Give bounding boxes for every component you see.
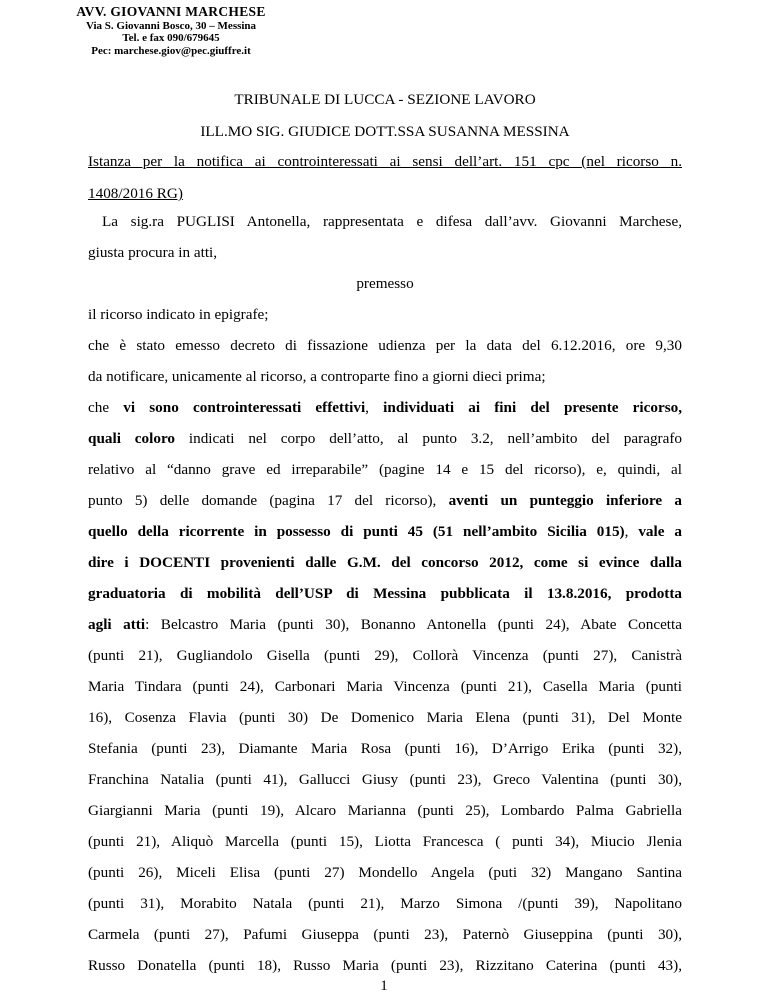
text-span: che bbox=[88, 399, 124, 416]
lawyer-address: Via S. Giovanni Bosco, 30 – Messina bbox=[85, 19, 257, 32]
text-span: punto 5) delle domande (pagina 17 del ricorso), bbox=[88, 492, 449, 509]
body-line-10: graduatoria di mobilità dell’USP di Messina pubblicata il 13.8.2016, prodotta bbox=[88, 585, 682, 602]
bold-span: agli atti bbox=[88, 616, 146, 633]
body-line-11 bbox=[88, 615, 682, 635]
body-line-1: il ricorso indicato in epigrafe; bbox=[88, 306, 269, 323]
body-line-21: Carmela (punti 27), Pafumi Giuseppa (punti 23), Paternò Giuseppina (punti 30), bbox=[88, 926, 682, 943]
body-line-12: (punti 21), Gugliandolo Gisella (punti 29), Collorà Vincenza (punti 27), Canistrà bbox=[88, 647, 682, 664]
body-line-5 bbox=[88, 429, 682, 449]
page-number: 1 bbox=[380, 978, 388, 994]
body-line-13: Maria Tindara (punti 24), Carbonari Maria Vincenza (punti 21), Casella Maria (punti bbox=[88, 678, 682, 695]
body-line-4 bbox=[88, 398, 682, 418]
body-line-20: (punti 31), Morabito Natala (punti 21), Marzo Simona /(punti 39), Napolitano bbox=[88, 895, 682, 912]
body-line-16: Franchina Natalia (punti 41), Gallucci Giusy (punti 23), Greco Valentina (punti 30), bbox=[88, 771, 682, 788]
body-line-22: Russo Donatella (punti 18), Russo Maria (punti 23), Rizzitano Caterina (punti 43), bbox=[88, 957, 682, 974]
bold-span: vi sono controinteressati effettivi bbox=[123, 399, 366, 416]
text-span: : Belcastro Maria (punti 30), Bonanno Antonella (punti 24), Abate Concetta bbox=[145, 616, 682, 633]
premesso-heading: premesso bbox=[356, 275, 414, 292]
bold-span: quali coloro bbox=[88, 430, 176, 447]
subject-line-1: Istanza per la notifica ai controinteressati ai sensi dell’art. 151 cpc (nel ricorso n. bbox=[88, 153, 682, 170]
intro-line-2: giusta procura in atti, bbox=[88, 244, 218, 261]
bold-span: quello della ricorrente in possesso di punti 45 (51 nell’ambito Sicilia 015) bbox=[88, 523, 625, 540]
lawyer-pec: Pec: marchese.giov@pec.giuffre.it bbox=[91, 44, 251, 57]
body-line-2: che è stato emesso decreto di fissazione udienza per la data del 6.12.2016, ore 9,30 bbox=[88, 337, 682, 354]
body-line-19: (punti 26), Miceli Elisa (punti 27) Mondello Angela (puti 32) Mangano Santina bbox=[88, 864, 682, 881]
body-line-8 bbox=[88, 522, 682, 542]
body-line-15: Stefania (punti 23), Diamante Maria Rosa (punti 16), D’Arrigo Erika (punti 32), bbox=[88, 740, 682, 757]
bold-span: vale a bbox=[638, 523, 682, 540]
body-line-7 bbox=[88, 491, 682, 511]
text-span: , bbox=[365, 399, 384, 416]
bold-span: aventi un punteggio inferiore a bbox=[448, 492, 682, 509]
bold-span: individuati ai fini del presente ricorso, bbox=[383, 399, 683, 416]
court-heading: TRIBUNALE DI LUCCA - SEZIONE LAVORO bbox=[234, 91, 536, 108]
intro-line-1: La sig.ra PUGLISI Antonella, rappresentata e difesa dall’avv. Giovanni Marchese, bbox=[102, 213, 682, 230]
text-span: indicati nel corpo dell’atto, al punto 3.2, nell’ambito del paragrafo bbox=[175, 430, 682, 447]
subject-line-2: 1408/2016 RG) bbox=[88, 185, 183, 202]
body-line-18: (punti 21), Aliquò Marcella (punti 15), Liotta Francesca ( punti 34), Miucio Jlenia bbox=[88, 833, 682, 850]
body-line-3: da notificare, unicamente al ricorso, a controparte fino a giorni dieci prima; bbox=[88, 368, 546, 385]
body-line-17: Giargianni Maria (punti 19), Alcaro Marianna (punti 25), Lombardo Palma Gabriella bbox=[88, 802, 682, 819]
body-line-9: dire i DOCENTI provenienti dalle G.M. del concorso 2012, come si evince dalla bbox=[88, 554, 682, 571]
lawyer-name: AVV. GIOVANNI MARCHESE bbox=[76, 4, 266, 19]
text-span: , bbox=[624, 523, 639, 540]
lawyer-phone: Tel. e fax 090/679645 bbox=[122, 32, 220, 45]
body-line-14: 16), Cosenza Flavia (punti 30) De Domenico Maria Elena (punti 31), Del Monte bbox=[88, 709, 682, 726]
body-line-6: relativo al “danno grave ed irreparabile” (pagine 14 e 15 del ricorso), e, quindi, al bbox=[88, 461, 682, 478]
judge-heading: ILL.MO SIG. GIUDICE DOTT.SSA SUSANNA MESSINA bbox=[200, 123, 570, 140]
letterhead bbox=[62, 4, 280, 57]
